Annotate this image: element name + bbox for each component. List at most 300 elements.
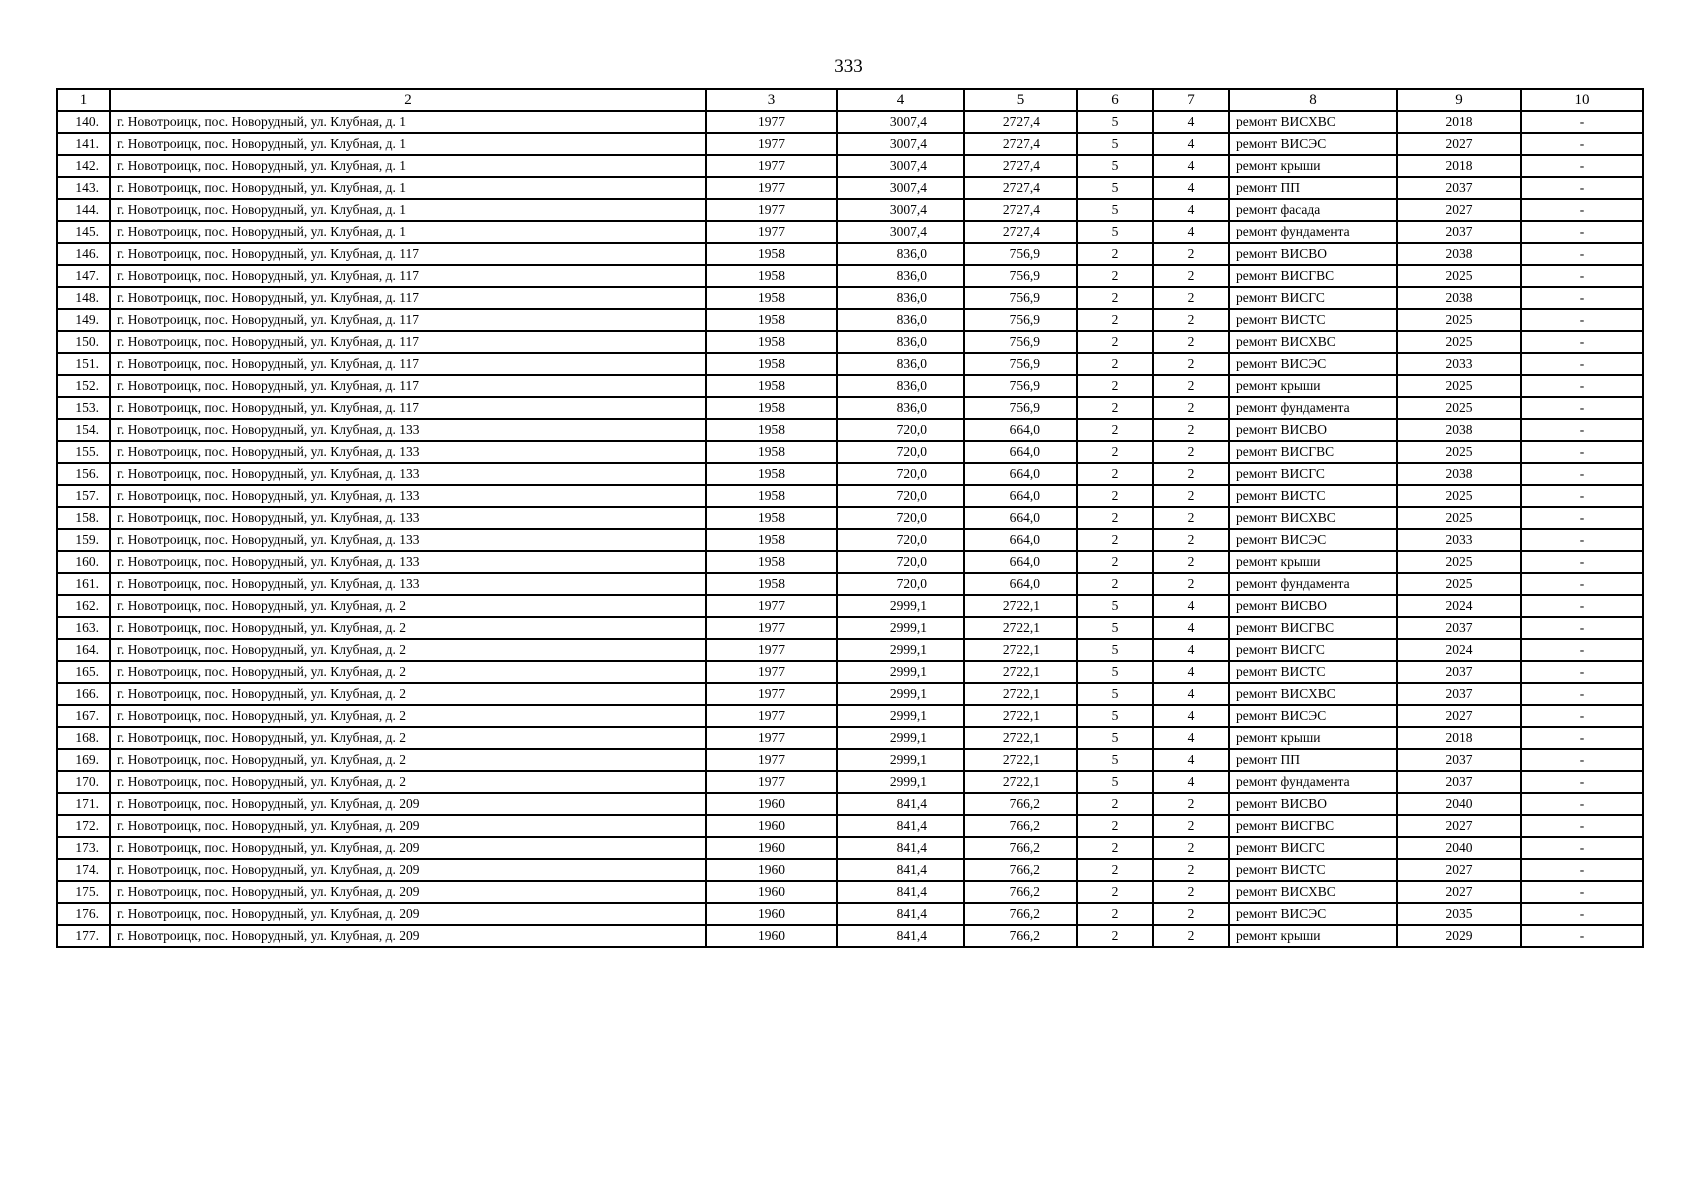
total-area-cell: 841,4 [837,881,964,903]
total-area-cell: 720,0 [837,507,964,529]
entrances-cell: 2 [1153,881,1229,903]
note-cell: - [1521,331,1643,353]
entrances-cell: 4 [1153,177,1229,199]
planned-year-cell: 2025 [1397,375,1521,397]
row-number-cell: 177. [57,925,110,947]
planned-year-cell: 2038 [1397,419,1521,441]
column-header-1: 1 [57,89,110,111]
entrances-cell: 2 [1153,859,1229,881]
table-row [57,551,1643,573]
year-built-cell: 1977 [706,705,837,727]
table-row [57,507,1643,529]
address-cell: г. Новотроицк, пос. Новорудный, ул. Клубная, д. 1 [110,199,706,221]
total-area-cell: 841,4 [837,793,964,815]
row-number-cell: 150. [57,331,110,353]
address-cell: г. Новотроицк, пос. Новорудный, ул. Клубная, д. 209 [110,815,706,837]
floors-cell: 5 [1077,771,1153,793]
table-row [57,771,1643,793]
row-number-cell: 141. [57,133,110,155]
living-area-cell: 2727,4 [964,155,1077,177]
entrances-cell: 4 [1153,749,1229,771]
total-area-cell: 836,0 [837,265,964,287]
column-header-3: 3 [706,89,837,111]
note-cell: - [1521,155,1643,177]
note-cell: - [1521,617,1643,639]
entrances-cell: 2 [1153,463,1229,485]
year-built-cell: 1958 [706,331,837,353]
column-header-9: 9 [1397,89,1521,111]
note-cell: - [1521,507,1643,529]
note-cell: - [1521,265,1643,287]
row-number-cell: 151. [57,353,110,375]
year-built-cell: 1977 [706,155,837,177]
planned-year-cell: 2033 [1397,529,1521,551]
note-cell: - [1521,353,1643,375]
row-number-cell: 154. [57,419,110,441]
column-header-6: 6 [1077,89,1153,111]
column-header-8: 8 [1229,89,1397,111]
year-built-cell: 1958 [706,287,837,309]
note-cell: - [1521,859,1643,881]
note-cell: - [1521,793,1643,815]
row-number-cell: 148. [57,287,110,309]
note-cell: - [1521,573,1643,595]
total-area-cell: 2999,1 [837,771,964,793]
row-number-cell: 174. [57,859,110,881]
row-number-cell: 172. [57,815,110,837]
floors-cell: 2 [1077,441,1153,463]
floors-cell: 2 [1077,331,1153,353]
row-number-cell: 156. [57,463,110,485]
table-body [57,111,1643,947]
work-type-cell: ремонт ВИСТС [1229,859,1397,881]
row-number-cell: 147. [57,265,110,287]
repair-schedule-table [56,88,1644,948]
table-row [57,727,1643,749]
note-cell: - [1521,639,1643,661]
total-area-cell: 3007,4 [837,177,964,199]
row-number-cell: 165. [57,661,110,683]
year-built-cell: 1958 [706,485,837,507]
year-built-cell: 1977 [706,177,837,199]
row-number-cell: 143. [57,177,110,199]
total-area-cell: 720,0 [837,529,964,551]
floors-cell: 2 [1077,463,1153,485]
row-number-cell: 140. [57,111,110,133]
table-row [57,243,1643,265]
floors-cell: 5 [1077,749,1153,771]
planned-year-cell: 2040 [1397,837,1521,859]
row-number-cell: 164. [57,639,110,661]
table-row [57,485,1643,507]
planned-year-cell: 2027 [1397,859,1521,881]
entrances-cell: 4 [1153,617,1229,639]
year-built-cell: 1977 [706,727,837,749]
living-area-cell: 664,0 [964,551,1077,573]
table-row [57,903,1643,925]
entrances-cell: 2 [1153,573,1229,595]
living-area-cell: 2727,4 [964,111,1077,133]
column-header-7: 7 [1153,89,1229,111]
work-type-cell: ремонт ПП [1229,749,1397,771]
table-row [57,595,1643,617]
year-built-cell: 1958 [706,507,837,529]
living-area-cell: 766,2 [964,903,1077,925]
entrances-cell: 4 [1153,595,1229,617]
year-built-cell: 1958 [706,243,837,265]
living-area-cell: 664,0 [964,463,1077,485]
total-area-cell: 2999,1 [837,683,964,705]
table-row [57,111,1643,133]
total-area-cell: 720,0 [837,441,964,463]
address-cell: г. Новотроицк, пос. Новорудный, ул. Клубная, д. 209 [110,837,706,859]
floors-cell: 5 [1077,177,1153,199]
year-built-cell: 1960 [706,815,837,837]
work-type-cell: ремонт ВИСХВС [1229,111,1397,133]
year-built-cell: 1958 [706,551,837,573]
work-type-cell: ремонт крыши [1229,727,1397,749]
year-built-cell: 1977 [706,639,837,661]
work-type-cell: ремонт ВИСГВС [1229,815,1397,837]
entrances-cell: 2 [1153,331,1229,353]
row-number-cell: 176. [57,903,110,925]
total-area-cell: 836,0 [837,309,964,331]
work-type-cell: ремонт крыши [1229,551,1397,573]
note-cell: - [1521,903,1643,925]
year-built-cell: 1958 [706,441,837,463]
year-built-cell: 1960 [706,925,837,947]
note-cell: - [1521,683,1643,705]
table-row [57,155,1643,177]
year-built-cell: 1958 [706,309,837,331]
year-built-cell: 1958 [706,353,837,375]
entrances-cell: 4 [1153,639,1229,661]
living-area-cell: 756,9 [964,265,1077,287]
total-area-cell: 841,4 [837,837,964,859]
floors-cell: 5 [1077,155,1153,177]
living-area-cell: 766,2 [964,793,1077,815]
floors-cell: 2 [1077,397,1153,419]
floors-cell: 5 [1077,595,1153,617]
work-type-cell: ремонт ВИСГС [1229,639,1397,661]
page-number: 333 [834,56,863,77]
work-type-cell: ремонт ВИСХВС [1229,683,1397,705]
floors-cell: 2 [1077,815,1153,837]
planned-year-cell: 2024 [1397,595,1521,617]
row-number-cell: 142. [57,155,110,177]
work-type-cell: ремонт фундамента [1229,397,1397,419]
year-built-cell: 1977 [706,221,837,243]
table-row [57,375,1643,397]
work-type-cell: ремонт ВИСГВС [1229,617,1397,639]
planned-year-cell: 2035 [1397,903,1521,925]
planned-year-cell: 2025 [1397,573,1521,595]
total-area-cell: 3007,4 [837,155,964,177]
address-cell: г. Новотроицк, пос. Новорудный, ул. Клубная, д. 209 [110,925,706,947]
floors-cell: 2 [1077,419,1153,441]
total-area-cell: 3007,4 [837,221,964,243]
entrances-cell: 4 [1153,771,1229,793]
address-cell: г. Новотроицк, пос. Новорудный, ул. Клубная, д. 117 [110,397,706,419]
year-built-cell: 1977 [706,617,837,639]
floors-cell: 2 [1077,309,1153,331]
table-row [57,265,1643,287]
address-cell: г. Новотроицк, пос. Новорудный, ул. Клубная, д. 133 [110,507,706,529]
address-cell: г. Новотроицк, пос. Новорудный, ул. Клубная, д. 209 [110,881,706,903]
table-row [57,397,1643,419]
year-built-cell: 1958 [706,375,837,397]
floors-cell: 5 [1077,639,1153,661]
living-area-cell: 766,2 [964,925,1077,947]
table-row [57,859,1643,881]
work-type-cell: ремонт ПП [1229,177,1397,199]
entrances-cell: 2 [1153,265,1229,287]
floors-cell: 2 [1077,353,1153,375]
living-area-cell: 756,9 [964,353,1077,375]
row-number-cell: 171. [57,793,110,815]
column-header-5: 5 [964,89,1077,111]
address-cell: г. Новотроицк, пос. Новорудный, ул. Клубная, д. 117 [110,353,706,375]
work-type-cell: ремонт ВИСТС [1229,309,1397,331]
table-row [57,683,1643,705]
planned-year-cell: 2025 [1397,485,1521,507]
entrances-cell: 2 [1153,551,1229,573]
planned-year-cell: 2038 [1397,463,1521,485]
year-built-cell: 1977 [706,661,837,683]
total-area-cell: 2999,1 [837,639,964,661]
address-cell: г. Новотроицк, пос. Новорудный, ул. Клубная, д. 2 [110,617,706,639]
living-area-cell: 2722,1 [964,727,1077,749]
year-built-cell: 1977 [706,771,837,793]
living-area-cell: 2722,1 [964,749,1077,771]
living-area-cell: 756,9 [964,243,1077,265]
living-area-cell: 756,9 [964,375,1077,397]
floors-cell: 2 [1077,573,1153,595]
address-cell: г. Новотроицк, пос. Новорудный, ул. Клубная, д. 2 [110,705,706,727]
work-type-cell: ремонт ВИСХВС [1229,881,1397,903]
table-row [57,529,1643,551]
table-row [57,881,1643,903]
planned-year-cell: 2029 [1397,925,1521,947]
floors-cell: 2 [1077,375,1153,397]
total-area-cell: 836,0 [837,287,964,309]
row-number-cell: 160. [57,551,110,573]
living-area-cell: 664,0 [964,419,1077,441]
entrances-cell: 4 [1153,111,1229,133]
floors-cell: 5 [1077,617,1153,639]
row-number-cell: 145. [57,221,110,243]
total-area-cell: 3007,4 [837,111,964,133]
entrances-cell: 2 [1153,243,1229,265]
table-row [57,463,1643,485]
address-cell: г. Новотроицк, пос. Новорудный, ул. Клубная, д. 1 [110,177,706,199]
year-built-cell: 1958 [706,463,837,485]
address-cell: г. Новотроицк, пос. Новорудный, ул. Клубная, д. 133 [110,529,706,551]
address-cell: г. Новотроицк, пос. Новорудный, ул. Клубная, д. 2 [110,749,706,771]
year-built-cell: 1958 [706,529,837,551]
total-area-cell: 2999,1 [837,617,964,639]
note-cell: - [1521,419,1643,441]
row-number-cell: 163. [57,617,110,639]
work-type-cell: ремонт фундамента [1229,221,1397,243]
note-cell: - [1521,529,1643,551]
address-cell: г. Новотроицк, пос. Новорудный, ул. Клубная, д. 2 [110,639,706,661]
address-cell: г. Новотроицк, пос. Новорудный, ул. Клубная, д. 2 [110,727,706,749]
planned-year-cell: 2038 [1397,243,1521,265]
work-type-cell: ремонт ВИСГС [1229,287,1397,309]
work-type-cell: ремонт ВИСХВС [1229,331,1397,353]
year-built-cell: 1977 [706,595,837,617]
note-cell: - [1521,727,1643,749]
work-type-cell: ремонт ВИСЭС [1229,705,1397,727]
total-area-cell: 836,0 [837,353,964,375]
living-area-cell: 756,9 [964,309,1077,331]
address-cell: г. Новотроицк, пос. Новорудный, ул. Клубная, д. 133 [110,551,706,573]
note-cell: - [1521,925,1643,947]
entrances-cell: 2 [1153,485,1229,507]
planned-year-cell: 2018 [1397,111,1521,133]
floors-cell: 2 [1077,243,1153,265]
entrances-cell: 2 [1153,815,1229,837]
note-cell: - [1521,199,1643,221]
living-area-cell: 756,9 [964,287,1077,309]
living-area-cell: 664,0 [964,485,1077,507]
entrances-cell: 2 [1153,507,1229,529]
row-number-cell: 158. [57,507,110,529]
living-area-cell: 766,2 [964,815,1077,837]
year-built-cell: 1960 [706,903,837,925]
note-cell: - [1521,133,1643,155]
work-type-cell: ремонт ВИСХВС [1229,507,1397,529]
floors-cell: 5 [1077,705,1153,727]
row-number-cell: 146. [57,243,110,265]
entrances-cell: 4 [1153,727,1229,749]
total-area-cell: 3007,4 [837,133,964,155]
table-row [57,661,1643,683]
note-cell: - [1521,463,1643,485]
living-area-cell: 2722,1 [964,617,1077,639]
entrances-cell: 2 [1153,837,1229,859]
planned-year-cell: 2037 [1397,771,1521,793]
living-area-cell: 664,0 [964,507,1077,529]
floors-cell: 5 [1077,199,1153,221]
table-row [57,133,1643,155]
note-cell: - [1521,661,1643,683]
table-row [57,793,1643,815]
note-cell: - [1521,221,1643,243]
living-area-cell: 2722,1 [964,705,1077,727]
total-area-cell: 841,4 [837,903,964,925]
total-area-cell: 836,0 [837,331,964,353]
address-cell: г. Новотроицк, пос. Новорудный, ул. Клубная, д. 117 [110,243,706,265]
floors-cell: 2 [1077,529,1153,551]
note-cell: - [1521,287,1643,309]
work-type-cell: ремонт ВИСГС [1229,837,1397,859]
floors-cell: 5 [1077,221,1153,243]
floors-cell: 2 [1077,881,1153,903]
table-row [57,221,1643,243]
total-area-cell: 2999,1 [837,661,964,683]
note-cell: - [1521,375,1643,397]
planned-year-cell: 2025 [1397,397,1521,419]
year-built-cell: 1977 [706,133,837,155]
table-row [57,309,1643,331]
work-type-cell: ремонт фасада [1229,199,1397,221]
address-cell: г. Новотроицк, пос. Новорудный, ул. Клубная, д. 133 [110,485,706,507]
living-area-cell: 2722,1 [964,639,1077,661]
note-cell: - [1521,595,1643,617]
row-number-cell: 175. [57,881,110,903]
address-cell: г. Новотроицк, пос. Новорудный, ул. Клубная, д. 117 [110,309,706,331]
planned-year-cell: 2037 [1397,177,1521,199]
address-cell: г. Новотроицк, пос. Новорудный, ул. Клубная, д. 117 [110,265,706,287]
work-type-cell: ремонт ВИСЭС [1229,353,1397,375]
total-area-cell: 720,0 [837,551,964,573]
planned-year-cell: 2024 [1397,639,1521,661]
note-cell: - [1521,749,1643,771]
address-cell: г. Новотроицк, пос. Новорудный, ул. Клубная, д. 1 [110,111,706,133]
floors-cell: 2 [1077,287,1153,309]
entrances-cell: 2 [1153,397,1229,419]
total-area-cell: 836,0 [837,375,964,397]
row-number-cell: 155. [57,441,110,463]
row-number-cell: 161. [57,573,110,595]
note-cell: - [1521,485,1643,507]
total-area-cell: 2999,1 [837,749,964,771]
planned-year-cell: 2027 [1397,199,1521,221]
planned-year-cell: 2027 [1397,705,1521,727]
living-area-cell: 2722,1 [964,771,1077,793]
living-area-cell: 766,2 [964,837,1077,859]
living-area-cell: 664,0 [964,441,1077,463]
row-number-cell: 168. [57,727,110,749]
entrances-cell: 2 [1153,375,1229,397]
entrances-cell: 4 [1153,661,1229,683]
total-area-cell: 720,0 [837,485,964,507]
total-area-cell: 2999,1 [837,705,964,727]
row-number-cell: 166. [57,683,110,705]
table-row [57,925,1643,947]
planned-year-cell: 2038 [1397,287,1521,309]
planned-year-cell: 2025 [1397,551,1521,573]
entrances-cell: 4 [1153,155,1229,177]
address-cell: г. Новотроицк, пос. Новорудный, ул. Клубная, д. 133 [110,441,706,463]
row-number-cell: 159. [57,529,110,551]
floors-cell: 5 [1077,727,1153,749]
total-area-cell: 841,4 [837,925,964,947]
work-type-cell: ремонт ВИСГС [1229,463,1397,485]
note-cell: - [1521,881,1643,903]
row-number-cell: 152. [57,375,110,397]
note-cell: - [1521,771,1643,793]
address-cell: г. Новотроицк, пос. Новорудный, ул. Клубная, д. 2 [110,771,706,793]
year-built-cell: 1960 [706,859,837,881]
year-built-cell: 1960 [706,837,837,859]
row-number-cell: 162. [57,595,110,617]
floors-cell: 5 [1077,133,1153,155]
year-built-cell: 1960 [706,881,837,903]
year-built-cell: 1958 [706,265,837,287]
table-row [57,749,1643,771]
floors-cell: 5 [1077,683,1153,705]
address-cell: г. Новотроицк, пос. Новорудный, ул. Клубная, д. 1 [110,133,706,155]
work-type-cell: ремонт крыши [1229,375,1397,397]
note-cell: - [1521,397,1643,419]
floors-cell: 2 [1077,859,1153,881]
floors-cell: 2 [1077,507,1153,529]
living-area-cell: 2727,4 [964,221,1077,243]
planned-year-cell: 2027 [1397,815,1521,837]
